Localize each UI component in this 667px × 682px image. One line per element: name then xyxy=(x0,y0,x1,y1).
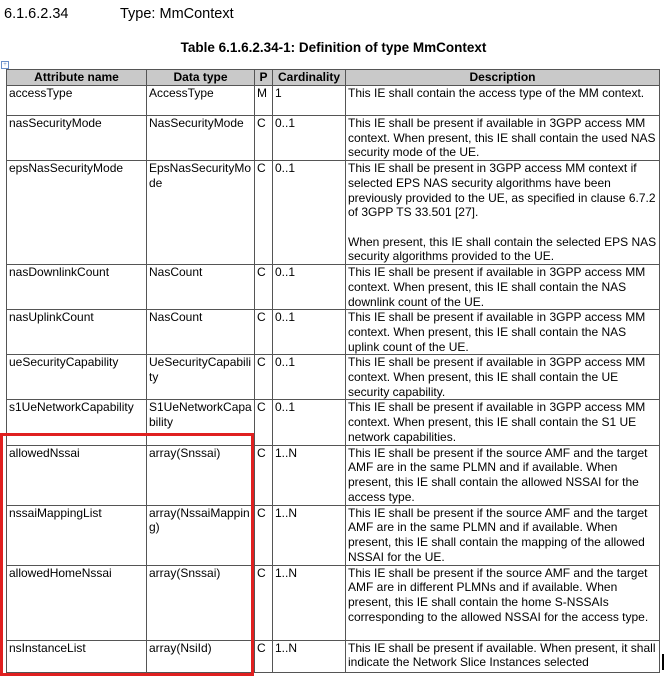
cell-p: C xyxy=(255,400,273,445)
table-body xyxy=(7,86,660,673)
cell-attribute-name: s1UeNetworkCapability xyxy=(7,400,147,445)
cell-cardinality: 0..1 xyxy=(273,400,346,445)
cell-description: This IE shall be present if available in 3GPP access MM context. When present, this IE shall contain the UE security capability. xyxy=(346,355,660,400)
table-row xyxy=(7,116,660,161)
cell-p: C xyxy=(255,640,273,672)
cell-data-type: AccessType xyxy=(147,86,255,116)
cell-cardinality: 1..N xyxy=(273,565,346,640)
cell-description: This IE shall be present in 3GPP access MM context if selected EPS NAS security algorithms have been previously provided to the UE, as specified in clause 6.7.2 of 3GPP TS 33.501 [27]. When present, this IE shall contain the selected EPS NAS security algorithms provided to the UE. xyxy=(346,161,660,265)
table-title: Table 6.1.6.2.34-1: Definition of type MmContext xyxy=(180,40,487,55)
cell-data-type: array(NssaiMapping) xyxy=(147,505,255,565)
section-number: 6.1.6.2.34 xyxy=(4,6,69,22)
table-row xyxy=(7,400,660,445)
cell-p: C xyxy=(255,161,273,265)
cell-data-type: NasCount xyxy=(147,265,255,310)
cell-p: C xyxy=(255,445,273,505)
section-title: Type: MmContext xyxy=(120,6,234,22)
table-row xyxy=(7,640,660,672)
table-row xyxy=(7,565,660,640)
cell-data-type: EpsNasSecurityMode xyxy=(147,161,255,265)
cell-description: This IE shall be present if available. When present, it shall indicate the Network Slice Instances selected xyxy=(346,640,660,672)
cell-attribute-name: allowedHomeNssai xyxy=(7,565,147,640)
table-anchor-icon[interactable]: + xyxy=(1,61,9,69)
header-cardinality: Cardinality xyxy=(273,70,346,86)
cell-p: C xyxy=(255,355,273,400)
definition-table xyxy=(6,69,660,673)
cell-data-type: array(NsiId) xyxy=(147,640,255,672)
cell-p: C xyxy=(255,116,273,161)
cell-attribute-name: nasDownlinkCount xyxy=(7,265,147,310)
cell-description: This IE shall be present if the source AMF and the target AMF are in different PLMNs and if available. When present, this IE shall contain the home S-NSSAIs corresponding to the allowed NSSAI for the access type. xyxy=(346,565,660,640)
cell-cardinality: 0..1 xyxy=(273,161,346,265)
cell-p: M xyxy=(255,86,273,116)
cell-data-type: NasCount xyxy=(147,310,255,355)
table-row xyxy=(7,265,660,310)
table-row xyxy=(7,161,660,265)
cell-data-type: NasSecurityMode xyxy=(147,116,255,161)
cell-p: C xyxy=(255,565,273,640)
cell-attribute-name: ueSecurityCapability xyxy=(7,355,147,400)
cell-description: This IE shall contain the access type of the MM context. xyxy=(346,86,660,116)
cell-description: This IE shall be present if the source AMF and the target AMF are in the same PLMN and if available. When present, this IE shall contain the allowed NSSAI for the access type. xyxy=(346,445,660,505)
table-row xyxy=(7,355,660,400)
cell-cardinality: 0..1 xyxy=(273,310,346,355)
header-description: Description xyxy=(346,70,660,86)
cell-p: C xyxy=(255,505,273,565)
header-attribute-name: Attribute name xyxy=(7,70,147,86)
cell-description: This IE shall be present if available in 3GPP access MM context. When present, this IE shall contain the NAS downlink count of the UE. xyxy=(346,265,660,310)
header-p: P xyxy=(255,70,273,86)
cell-cardinality: 1 xyxy=(273,86,346,116)
cell-attribute-name: allowedNssai xyxy=(7,445,147,505)
table-row xyxy=(7,310,660,355)
cell-data-type: S1UeNetworkCapability xyxy=(147,400,255,445)
cell-description: This IE shall be present if available in 3GPP access MM context. When present, this IE shall contain the NAS uplink count of the UE. xyxy=(346,310,660,355)
cell-cardinality: 1..N xyxy=(273,445,346,505)
cell-attribute-name: nssaiMappingList xyxy=(7,505,147,565)
cell-attribute-name: accessType xyxy=(7,86,147,116)
table-row xyxy=(7,505,660,565)
cell-cardinality: 1..N xyxy=(273,505,346,565)
cell-cardinality: 1..N xyxy=(273,640,346,672)
cell-p: C xyxy=(255,265,273,310)
table-header-row xyxy=(7,70,660,86)
table-row xyxy=(7,445,660,505)
cell-data-type: array(Snssai) xyxy=(147,445,255,505)
cell-cardinality: 0..1 xyxy=(273,355,346,400)
header-data-type: Data type xyxy=(147,70,255,86)
cell-data-type: UeSecurityCapability xyxy=(147,355,255,400)
cell-attribute-name: epsNasSecurityMode xyxy=(7,161,147,265)
cell-attribute-name: nsInstanceList xyxy=(7,640,147,672)
section-heading xyxy=(4,6,234,22)
cell-attribute-name: nasUplinkCount xyxy=(7,310,147,355)
cell-data-type: array(Snssai) xyxy=(147,565,255,640)
cell-p: C xyxy=(255,310,273,355)
cell-attribute-name: nasSecurityMode xyxy=(7,116,147,161)
text-cursor xyxy=(662,654,664,670)
cell-cardinality: 0..1 xyxy=(273,265,346,310)
cell-cardinality: 0..1 xyxy=(273,116,346,161)
table-row xyxy=(7,86,660,116)
cell-description: This IE shall be present if available in 3GPP access MM context. When present, this IE shall contain the used NAS security mode of the UE. xyxy=(346,116,660,161)
cell-description: This IE shall be present if available in 3GPP access MM context. When present, this IE shall contain the S1 UE network capabilities. xyxy=(346,400,660,445)
cell-description: This IE shall be present if the source AMF and the target AMF are in the same PLMN and if available. When present, this IE shall contain the mapping of the allowed NSSAI for the UE. xyxy=(346,505,660,565)
